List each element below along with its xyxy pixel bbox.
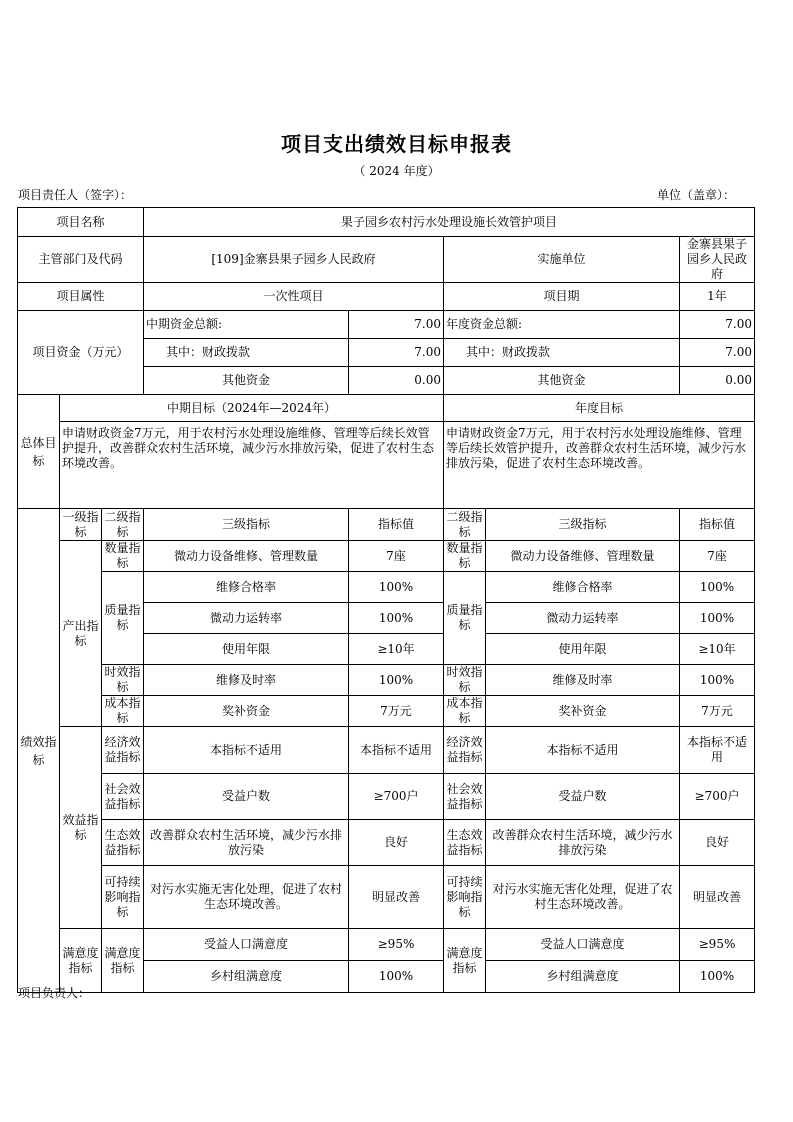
r3-name-year: 微动力运转率 [486, 603, 680, 634]
table-row [18, 665, 755, 696]
r3-val-year: 100% [680, 603, 755, 634]
project-name-value: 果子园乡农村污水处理设施长效管护项目 [144, 208, 755, 237]
year-line: （ 2024 年度） [353, 164, 440, 178]
year-other-value: 0.00 [680, 367, 755, 395]
quality-label-year: 质量指标 [444, 572, 486, 665]
row-attribute [18, 283, 755, 311]
quality-label-mid: 质量指标 [102, 572, 144, 665]
mid-other-value: 0.00 [349, 367, 444, 395]
period-value: 1年 [680, 283, 755, 311]
social-label-mid: 社会效益指标 [102, 774, 144, 820]
cost-label-year: 成本指标 [444, 696, 486, 727]
r8-val-mid: ≥700户 [349, 774, 444, 820]
quantity-label-year: 数量指标 [444, 541, 486, 572]
social-label-year: 社会效益指标 [444, 774, 486, 820]
ecological-label-year: 生态效益指标 [444, 820, 486, 866]
h-lvl3-mid: 三级指标 [144, 509, 349, 541]
r6-val-year: 7万元 [680, 696, 755, 727]
sustainable-label-year: 可持续影响指标 [444, 866, 486, 929]
r3-name-mid: 微动力运转率 [144, 603, 349, 634]
impl-unit-value: 金寨县果子园乡人民政府 [680, 237, 755, 283]
table-row [18, 774, 755, 820]
table-row [18, 696, 755, 727]
r9-val-year: 良好 [680, 820, 755, 866]
unit-seal-label: 单位（盖章）： [656, 188, 735, 202]
ecological-label-mid: 生态效益指标 [102, 820, 144, 866]
attr-label: 项目属性 [18, 283, 144, 311]
page-title: 项目支出绩效目标申报表 [281, 132, 512, 156]
time-label-year: 时效指标 [444, 665, 486, 696]
row-project-name [18, 208, 755, 237]
table-row [18, 866, 755, 929]
table-row [18, 820, 755, 866]
time-label-mid: 时效指标 [102, 665, 144, 696]
h-lvl2-mid: 二级指标 [102, 509, 144, 541]
r6-name-mid: 奖补资金 [144, 696, 349, 727]
benefit-label: 效益指标 [60, 727, 102, 929]
h-lvl2-year: 二级指标 [444, 509, 486, 541]
year-fiscal-value: 7.00 [680, 339, 755, 367]
year-total-value: 7.00 [680, 311, 755, 339]
cost-label-mid: 成本指标 [102, 696, 144, 727]
h-value-year: 指标值 [680, 509, 755, 541]
r2-val-year: 100% [680, 572, 755, 603]
r3-val-mid: 100% [349, 603, 444, 634]
r11-val-year: ≥95% [680, 929, 755, 961]
r8-name-mid: 受益户数 [144, 774, 349, 820]
economic-label-mid: 经济效益指标 [102, 727, 144, 774]
mid-other-label: 其他资金 [144, 367, 349, 395]
mid-fiscal-label: 其中：财政拨款 [144, 339, 349, 367]
perf-label: 绩效指标 [18, 509, 60, 993]
r9-val-mid: 良好 [349, 820, 444, 866]
r7-val-mid: 本指标不适用 [349, 727, 444, 774]
r5-val-mid: 100% [349, 665, 444, 696]
performance-goal-table [17, 207, 755, 993]
year-total-label: 年度资金总额: [444, 311, 680, 339]
r11-val-mid: ≥95% [349, 929, 444, 961]
attr-value: 一次性项目 [144, 283, 444, 311]
r5-val-year: 100% [680, 665, 755, 696]
year-goal-header: 年度目标 [444, 395, 755, 422]
r10-name-mid: 对污水实施无害化处理，促进了农村生态环境改善。 [144, 866, 349, 929]
year-fiscal-label: 其中：财政拨款 [444, 339, 680, 367]
r2-val-mid: 100% [349, 572, 444, 603]
funds-label: 项目资金（万元） [18, 311, 144, 395]
h-lvl3-year: 三级指标 [486, 509, 680, 541]
mid-goal-text: 申请财政资金7万元，用于农村污水处理设施维修、管理等后续长效管护提升，改善群众农村生活环境，减少污水排放污染，促进了农村生态环境改善。 [60, 422, 444, 509]
mid-fiscal-value: 7.00 [349, 339, 444, 367]
row-department [18, 237, 755, 283]
r1-val-mid: 7座 [349, 541, 444, 572]
year-other-label: 其他资金 [444, 367, 680, 395]
r6-name-year: 奖补资金 [486, 696, 680, 727]
r8-val-year: ≥700户 [680, 774, 755, 820]
r1-val-year: 7座 [680, 541, 755, 572]
satisfaction-label: 满意度指标 [60, 929, 102, 993]
overall-goal-label: 总体目标 [18, 395, 60, 509]
r6-val-mid: 7万元 [349, 696, 444, 727]
table-row [18, 541, 755, 572]
project-leader-label: 项目负责人： [18, 986, 91, 1000]
mid-goal-header: 中期目标（2024年—2024年） [60, 395, 444, 422]
mid-total-label: 中期资金总额: [144, 311, 349, 339]
r7-name-mid: 本指标不适用 [144, 727, 349, 774]
dept-label: 主管部门及代码 [18, 237, 144, 283]
r10-val-year: 明显改善 [680, 866, 755, 929]
satisfaction-label-year: 满意度指标 [444, 929, 486, 993]
quantity-label-mid: 数量指标 [102, 541, 144, 572]
year-goal-text: 申请财政资金7万元，用于农村污水处理设施维修、管理等后续长效管护提升，改善群众农村生活环境，减少污水排放污染，促进了农村生态环境改善。 [444, 422, 755, 509]
period-label: 项目期 [444, 283, 680, 311]
h-lvl1: 一级指标 [60, 509, 102, 541]
dept-value: [109]金寨县果子园乡人民政府 [144, 237, 444, 283]
table-row [18, 929, 755, 961]
economic-label-year: 经济效益指标 [444, 727, 486, 774]
r4-name-year: 使用年限 [486, 634, 680, 665]
r4-val-year: ≥10年 [680, 634, 755, 665]
r10-name-year: 对污水实施无害化处理，促进了农村生态环境改善。 [486, 866, 680, 929]
satisfaction-label-mid: 满意度指标 [102, 929, 144, 993]
row-goals-header [18, 395, 755, 422]
r7-val-year: 本指标不适用 [680, 727, 755, 774]
responsible-person-label: 项目责任人（签字）： [18, 188, 133, 202]
table-row [18, 572, 755, 603]
row-goals-text [18, 422, 755, 509]
mid-total-value: 7.00 [349, 311, 444, 339]
r11-name-year: 受益人口满意度 [486, 929, 680, 961]
r2-name-year: 维修合格率 [486, 572, 680, 603]
r10-val-mid: 明显改善 [349, 866, 444, 929]
r11-name-mid: 受益人口满意度 [144, 929, 349, 961]
sustainable-label-mid: 可持续影响指标 [102, 866, 144, 929]
output-label: 产出指标 [60, 541, 102, 727]
r5-name-mid: 维修及时率 [144, 665, 349, 696]
r12-val-mid: 100% [349, 961, 444, 993]
r7-name-year: 本指标不适用 [486, 727, 680, 774]
project-name-label: 项目名称 [18, 208, 144, 237]
r4-name-mid: 使用年限 [144, 634, 349, 665]
h-value-mid: 指标值 [349, 509, 444, 541]
row-funds-total [18, 311, 755, 339]
r9-name-mid: 改善群众农村生活环境，减少污水排放污染 [144, 820, 349, 866]
table-row [18, 727, 755, 774]
r12-val-year: 100% [680, 961, 755, 993]
r9-name-year: 改善群众农村生活环境，减少污水排放污染 [486, 820, 680, 866]
impl-unit-label: 实施单位 [444, 237, 680, 283]
r12-name-year: 乡村组满意度 [486, 961, 680, 993]
row-perf-header [18, 509, 755, 541]
r5-name-year: 维修及时率 [486, 665, 680, 696]
r1-name-year: 微动力设备维修、管理数量 [486, 541, 680, 572]
r8-name-year: 受益户数 [486, 774, 680, 820]
r2-name-mid: 维修合格率 [144, 572, 349, 603]
r4-val-mid: ≥10年 [349, 634, 444, 665]
r1-name-mid: 微动力设备维修、管理数量 [144, 541, 349, 572]
r12-name-mid: 乡村组满意度 [144, 961, 349, 993]
